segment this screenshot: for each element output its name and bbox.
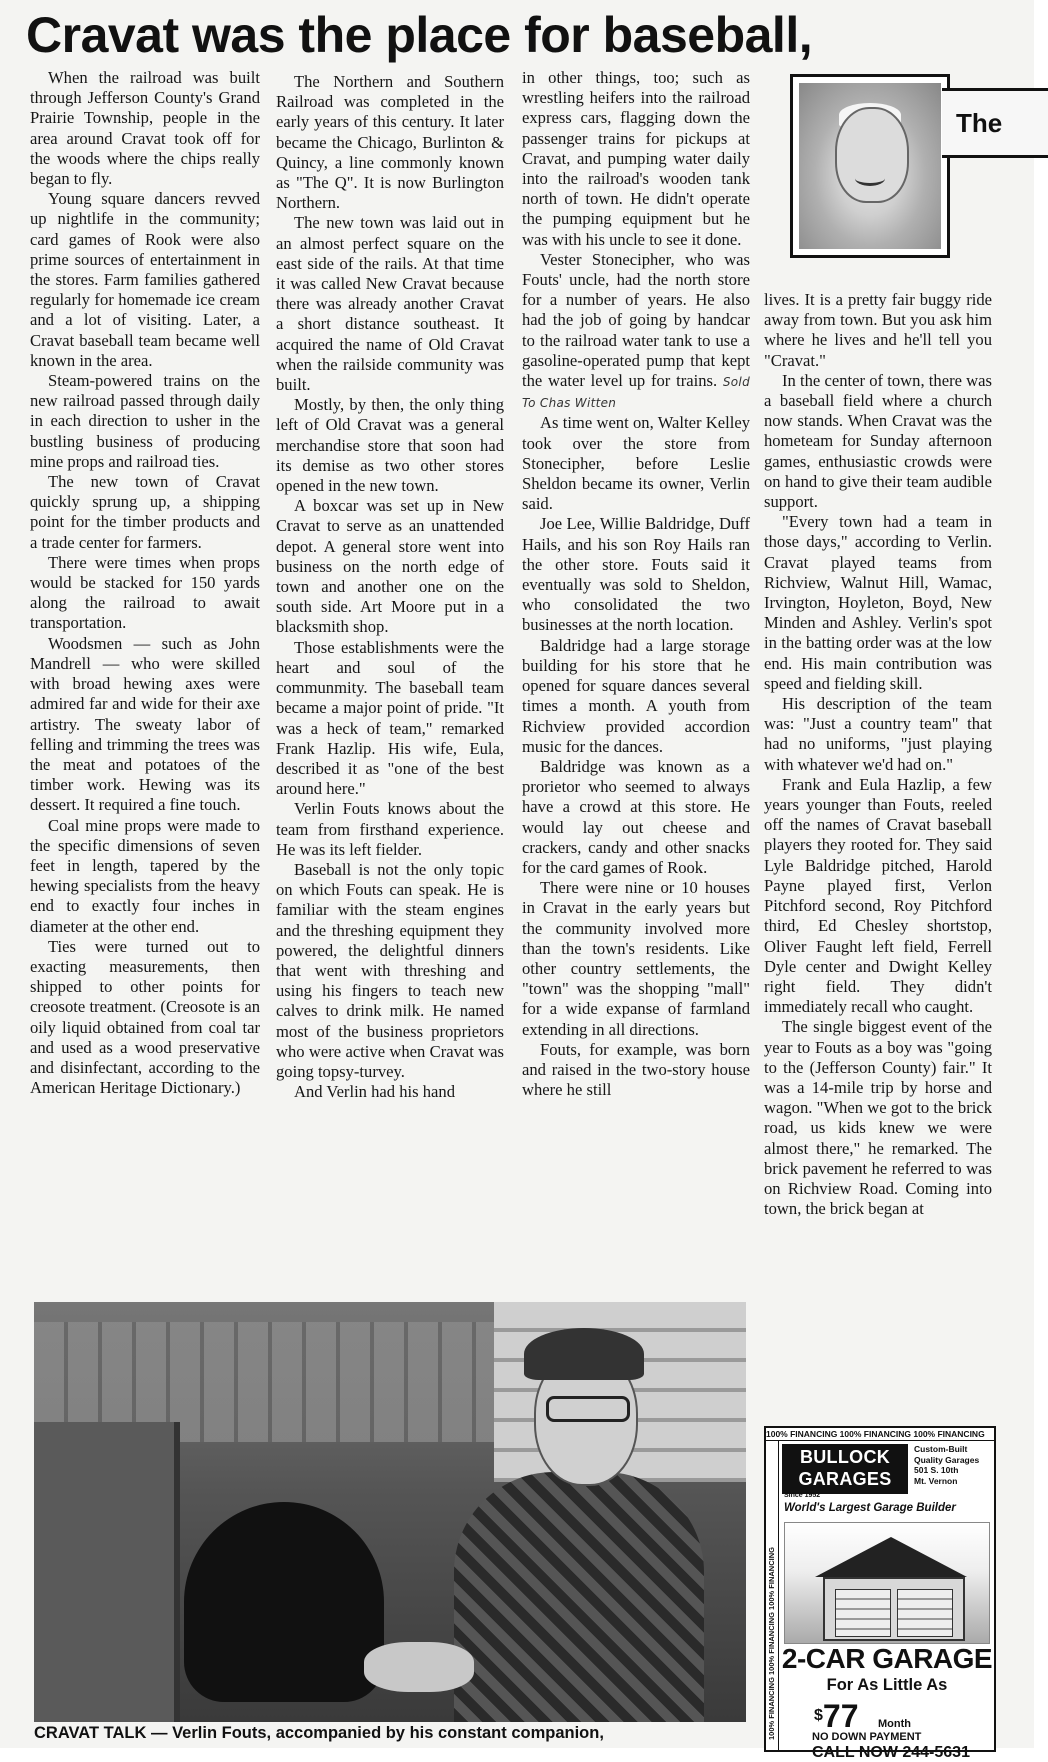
ad-phone: CALL NOW 244-5631 xyxy=(812,1744,970,1761)
paragraph: Baldridge was known as a prorietor who seemed to always have a crowd at this store. He would lay out cheese and crackers, candy and other snacks for the card games of Rook. xyxy=(522,756,750,877)
paragraph: lives. It is a pretty fair buggy ride away from town. But you ask him where he lives and he'll tell you "Cravat." xyxy=(764,290,992,370)
paragraph: As time went on, Walter Kelley took over the store from Stonecipher, before Leslie Sheldon became its owner, Verlin said. xyxy=(522,413,750,514)
paragraph: The new town was laid out in an almost perfect square on the east side of the rails. At that time it was called New Cravat because there was already another Cravat a short distance southeast. It acquired the name of Old Cravat when the railside community was built. xyxy=(276,213,504,395)
paragraph: There were nine or 10 houses in Cravat in the early years but the community involved more than the town's residents. Like other country settlements, the "town" was the shopping "mall" for a wide expanse of farmland extending in all directions. xyxy=(522,878,750,1039)
paragraph: Verlin Fouts knows about the team from firsthand experience. He was its left fielder. xyxy=(276,799,504,859)
garage-advertisement xyxy=(764,1426,996,1761)
paragraph: In the center of town, there was a baseball field where a church now stands. When Cravat was the hometeam for Sunday afternoon games, enthusiastic crowds were on hand to give their team audible support. xyxy=(764,370,992,512)
paragraph-text: Vester Stonecipher, who was Fouts' uncle, had the north store for a number of years. He also had the job of going by handcar to the railroad water tank to use a gasoline-operated pump that kept the water level up for trains. xyxy=(522,249,750,391)
paragraph: "Every town had a team in those days," according to Verlin. Cravat played teams from Richview, Walnut Hill, Wamac, Irvington, Hoyleton, Boyd, New Minden and Ashley. Verlin's spot in the batting order was at the low end. His main contribution was speed and fielding skill. xyxy=(764,512,992,693)
ad-price-value: 77 xyxy=(822,1698,859,1734)
ad-price-period: Month xyxy=(878,1718,911,1730)
photo-chair xyxy=(34,1422,180,1722)
ad-subheading: For As Little As xyxy=(826,1676,948,1694)
garage-roof xyxy=(815,1537,967,1577)
ad-logo xyxy=(782,1444,908,1494)
paragraph: A boxcar was set up in New Cravat to serve as an unattended depot. A general store went into business on the north edge of town and another one on the south side. Art Moore put in a blacksmith shop. xyxy=(276,496,504,637)
photo-hands xyxy=(364,1642,474,1692)
photo-caption: CRAVAT TALK — Verlin Fouts, accompanied by his constant companion, xyxy=(34,1724,604,1742)
paragraph: in other things, too; such as wrestling heifers into the railroad express cars, flagging down the passenger trains for pickups at Cravat, and pumping water daily into the railroad's wooden tank north of town. He didn't operate the pumping equipment but he was with his uncle to see it done. xyxy=(522,68,750,249)
photo-glasses xyxy=(546,1396,630,1422)
handwritten-note: Sold To Chas Witten xyxy=(522,375,750,411)
article-column-3 xyxy=(522,68,750,1308)
article-column-2 xyxy=(276,72,504,1302)
paragraph: The single biggest event of the year to Fouts as a boy was "going to the (Jefferson County) fair." It was a 14-mile trip by horse and wagon. "When we got to the brick road, us kids knew we were almost there," he remarked. The brick pavement he referred to was on Richview Road. Coming into town, the brick began at xyxy=(764,1017,992,1219)
paragraph: Fouts, for example, was born and raised in the two-story house where he still xyxy=(522,1039,750,1100)
portrait-smile xyxy=(855,171,885,186)
ad-address xyxy=(914,1444,992,1486)
paragraph: Coal mine props were made to the specific dimensions of seven feet in length, tapered by the hewing specialists from the heavy end to exactly four inches in diameter at the other end. xyxy=(30,815,260,936)
ad-tagline: World's Largest Garage Builder xyxy=(784,1502,956,1514)
paragraph: The Northern and Southern Railroad was completed in the early years of this century. It later became the Chicago, Burlinton & Quincy, a line commonly known as "The Q". It is now Burlington Northern. xyxy=(276,72,504,213)
paragraph: His description of the team was: "Just a country team" that had no uniforms, "just playing with whatever we'd had on." xyxy=(764,694,992,774)
ad-address-line: Custom-Built xyxy=(914,1444,968,1454)
paragraph: There were times when props would be stacked for 150 yards along the railroad to await transportation. xyxy=(30,552,260,633)
paragraph: Ties were turned out to exacting measurements, then shipped to other points for creosote treatment. (Creosote is an oily liquid obtained from coal tar and used as a wood preservative and disinfectant, according to the American Heritage Dictionary.) xyxy=(30,936,260,1098)
ad-financing-banner: 100% FINANCING 100% FINANCING 100% FINANCING xyxy=(766,1428,994,1441)
photo-dog xyxy=(184,1502,384,1702)
photo-cap xyxy=(524,1328,644,1380)
photo-man-overalls xyxy=(454,1472,704,1722)
ad-address-line: 501 S. 10th xyxy=(914,1465,959,1475)
ad-address-line: Mt. Vernon xyxy=(914,1475,958,1486)
ad-financing-side xyxy=(766,1440,779,1750)
paragraph: When the railroad was built through Jefferson County's Grand Prairie Township, people in the area around Cravat took off for the woods where the chips really began to fly. xyxy=(30,68,260,189)
portrait-image xyxy=(799,83,941,249)
paragraph: Woodsmen — such as John Mandrell — who were skilled with broad hewing axes were admired far and wide for their axe artistry. The sweaty labor of felling and trimming the trees was the meat and potatoes of the timber work. Hewing was its dessert. It required a fine touch. xyxy=(30,633,260,815)
paragraph: And Verlin had his hand xyxy=(294,1082,456,1102)
paragraph: The new town of Cravat quickly sprung up, a shipping point for the timber products and a trade center for farmers. xyxy=(30,472,260,552)
paragraph: Joe Lee, Willie Baldridge, Duff Hails, and his son Roy Hails ran the other store. Fouts said it eventually was sold to Sheldon, who consolidated the two businesses at the north location. xyxy=(522,514,750,635)
paragraph: Frank and Eula Hazlip, a few years younger than Fouts, reeled off the names of Cravat baseball players they rooted for. They said Lyle Baldridge pitched, Harold Payne played first, Verlon Pitchford second, Roy Pitchford third, Ed Chesley shortstop, Oliver Faught left field, Ferrell Dyle center and Dwight Kelley right field. They didn't immediately recall who caught. xyxy=(764,774,992,1017)
paragraph: Baseball is not the only topic on which Fouts can speak. He is familiar with the steam engines and the threshing equipment they powered, the delightful dinners that went with threshing and using his fingers to teach new calves to drink milk. He named most of the business proprietors who were active when Cravat was going topsy-turvey. xyxy=(276,859,504,1081)
article-column-4 xyxy=(764,290,992,1420)
ad-address-line: Quality Garages xyxy=(914,1454,980,1465)
ad-no-down-payment: NO DOWN PAYMENT xyxy=(812,1731,922,1743)
sidebar-portrait-photo xyxy=(790,74,950,258)
portrait-face xyxy=(835,107,909,203)
ad-headline: 2-CAR GARAGE xyxy=(781,1643,993,1674)
garage-door xyxy=(835,1589,891,1637)
main-photo xyxy=(34,1302,746,1722)
paragraph: Those establishments were the heart and soul of the communmity. The baseball team became a major point of pride. "It was a heck of team," remarked Frank Hazlip. His wife, Eula, described it as "one of the best around here." xyxy=(276,637,504,799)
paragraph: Baldridge had a large storage building for his store that he opened for square dances several times a month. A youth from Richview provided accordion music for the dances. xyxy=(522,635,750,756)
sidebar-heading: The xyxy=(942,88,1048,158)
ad-since: Since 1952 xyxy=(784,1492,821,1499)
article-column-1 xyxy=(30,68,260,1288)
paragraph xyxy=(522,250,750,414)
ad-logo-line: BULLOCK xyxy=(799,1447,891,1467)
paragraph: Mostly, by then, the only thing left of Old Cravat was a general merchandise store that soon had its demise as two other stores opened in the new town. xyxy=(276,395,504,496)
ad-financing-side-text: 100% FINANCING 100% FINANCING 100% FINANCING xyxy=(767,1547,776,1740)
ad-logo-line: GARAGES xyxy=(798,1469,892,1489)
ad-price xyxy=(814,1700,859,1732)
headline: Cravat was the place for baseball, xyxy=(26,7,813,63)
ad-garage-picture xyxy=(784,1522,990,1644)
paragraph: Steam-powered trains on the new railroad passed through daily in each direction to usher in the bustling business of producing mine props and railroad ties. xyxy=(30,371,260,471)
paragraph: Young square dancers revved up nightlife in the community; card games of Rook were also prime sources of entertainment in the stores. Farm families gathered regularly for homemade ice cream and a lot of visiting. Later, a Cravat baseball team became well known in the area. xyxy=(30,189,260,370)
ad-price-symbol: $ xyxy=(814,1707,823,1724)
garage-door xyxy=(897,1589,953,1637)
